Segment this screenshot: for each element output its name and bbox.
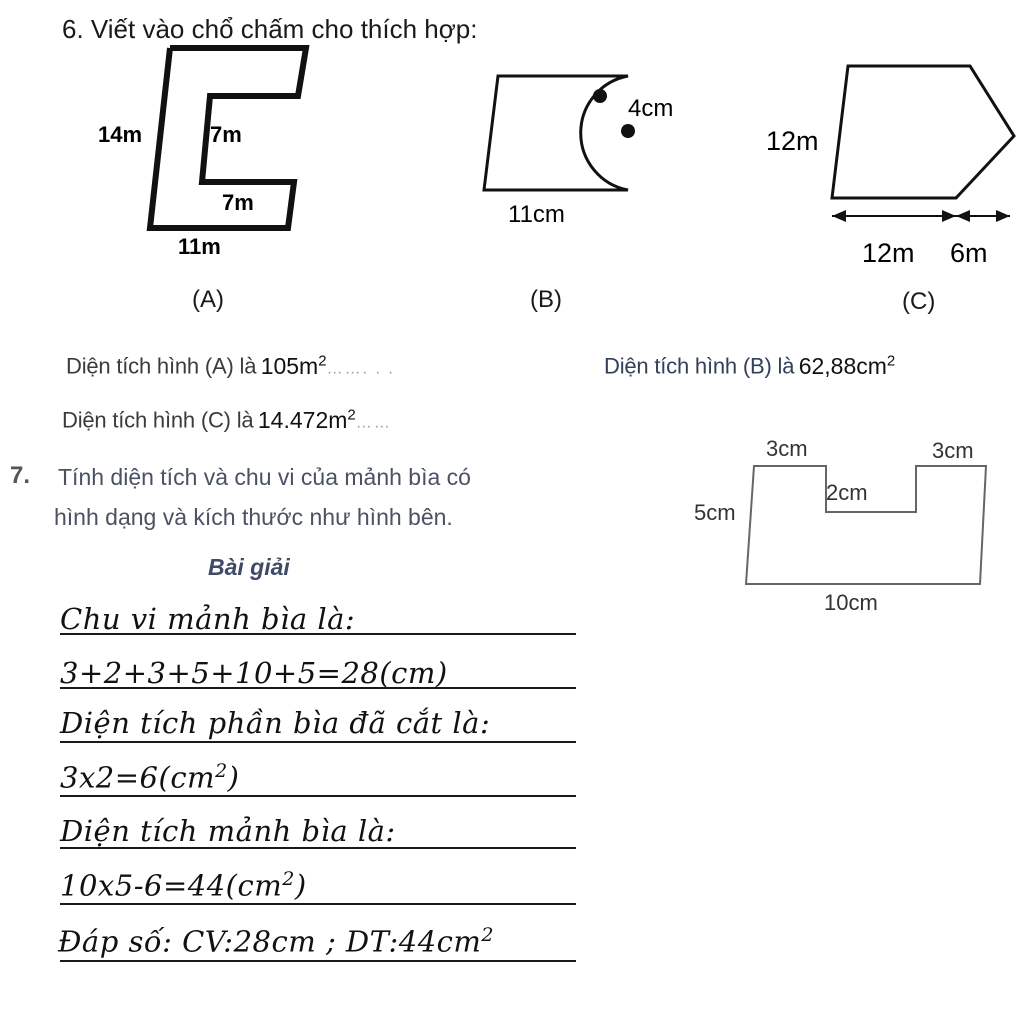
area-c-dots: ……	[355, 414, 392, 432]
question-7-line-2: hình dạng và kích thước như hình bên.	[54, 504, 453, 530]
figure-a-label-left: 14m	[98, 122, 143, 147]
area-b-line	[604, 352, 895, 380]
solution-line-2: 3+2+3+5+10+5=28(cm)	[60, 656, 448, 690]
figure-c-arrow-mid-left	[942, 210, 956, 222]
figure-cardboard-label-base: 10cm	[824, 590, 878, 615]
area-a-line	[66, 352, 395, 380]
solution-title: Bài giải	[208, 554, 290, 580]
figure-b-caption: (B)	[530, 286, 562, 313]
figure-cardboard-label-top-right: 3cm	[932, 438, 974, 463]
area-c-line	[62, 406, 392, 434]
figure-b	[470, 60, 710, 240]
figure-a-label-bottom: 11m	[178, 234, 221, 259]
area-c-text: Diện tích hình (C) là	[62, 407, 254, 433]
question-7-number: 7.	[10, 462, 31, 489]
rule-3	[60, 741, 576, 743]
area-a-text: Diện tích hình (A) là	[66, 353, 257, 379]
figure-b-label-radius: 4cm	[628, 95, 674, 122]
question-6-title: 6. Viết vào chổ chấm cho thích hợp:	[62, 14, 478, 44]
area-c-answer: $14.472m^2$	[257, 406, 356, 433]
area-a-answer: $105m^2$	[260, 352, 327, 379]
rule-5	[60, 847, 576, 849]
rule-6	[60, 903, 576, 905]
figure-c-label-base: 12m	[862, 238, 915, 268]
figure-cardboard-label-top-left: 3cm	[766, 436, 808, 461]
figure-c-arrow-right	[996, 210, 1010, 222]
figure-b-arc-point	[593, 89, 607, 103]
figure-c-arrow-left	[832, 210, 846, 222]
figure-b-shape	[484, 76, 628, 190]
figure-c-label-height: 12m	[766, 126, 819, 156]
solution-line-5: Diện tích mảnh bìa là:	[60, 814, 396, 848]
area-a-dots: ……. . .	[326, 360, 395, 378]
solution-line-3: Diện tích phần bìa đã cắt là:	[60, 706, 491, 740]
figure-c	[760, 56, 1024, 276]
rule-2	[60, 687, 576, 689]
question-7-line-1: Tính diện tích và chu vi của mảnh bìa có	[58, 464, 471, 490]
figure-cardboard-label-cut: 2cm	[826, 480, 868, 505]
area-b-answer: $62,88cm^2$	[798, 352, 896, 379]
figure-cardboard	[690, 428, 1010, 624]
figure-a-label-inner-top: 7m	[210, 122, 242, 147]
figure-b-center-point	[621, 124, 635, 138]
figure-a-caption: (A)	[192, 286, 224, 313]
figure-c-shape	[832, 66, 1014, 198]
figure-c-label-extra: 6m	[950, 238, 988, 268]
solution-line-6: $10x5-6=44(cm^2)$	[60, 868, 307, 903]
figure-b-label-bottom: 11cm	[508, 201, 565, 228]
figure-cardboard-label-height: 5cm	[694, 500, 736, 525]
figure-c-caption: (C)	[902, 288, 936, 315]
figure-a-label-inner-bottom: 7m	[222, 190, 254, 215]
solution-line-7: Đáp số: CV:28cm ; $DT:44cm^2$	[58, 924, 494, 959]
solution-line-4: $3x2=6(cm^2)$	[60, 760, 240, 795]
rule-7	[60, 960, 576, 962]
figure-c-arrow-mid-right	[956, 210, 970, 222]
rule-1	[60, 633, 576, 635]
figure-a	[90, 40, 330, 280]
rule-4	[60, 795, 576, 797]
solution-line-1: Chu vi mảnh bìa là:	[60, 602, 356, 636]
area-b-text: Diện tích hình (B) là	[604, 353, 795, 379]
